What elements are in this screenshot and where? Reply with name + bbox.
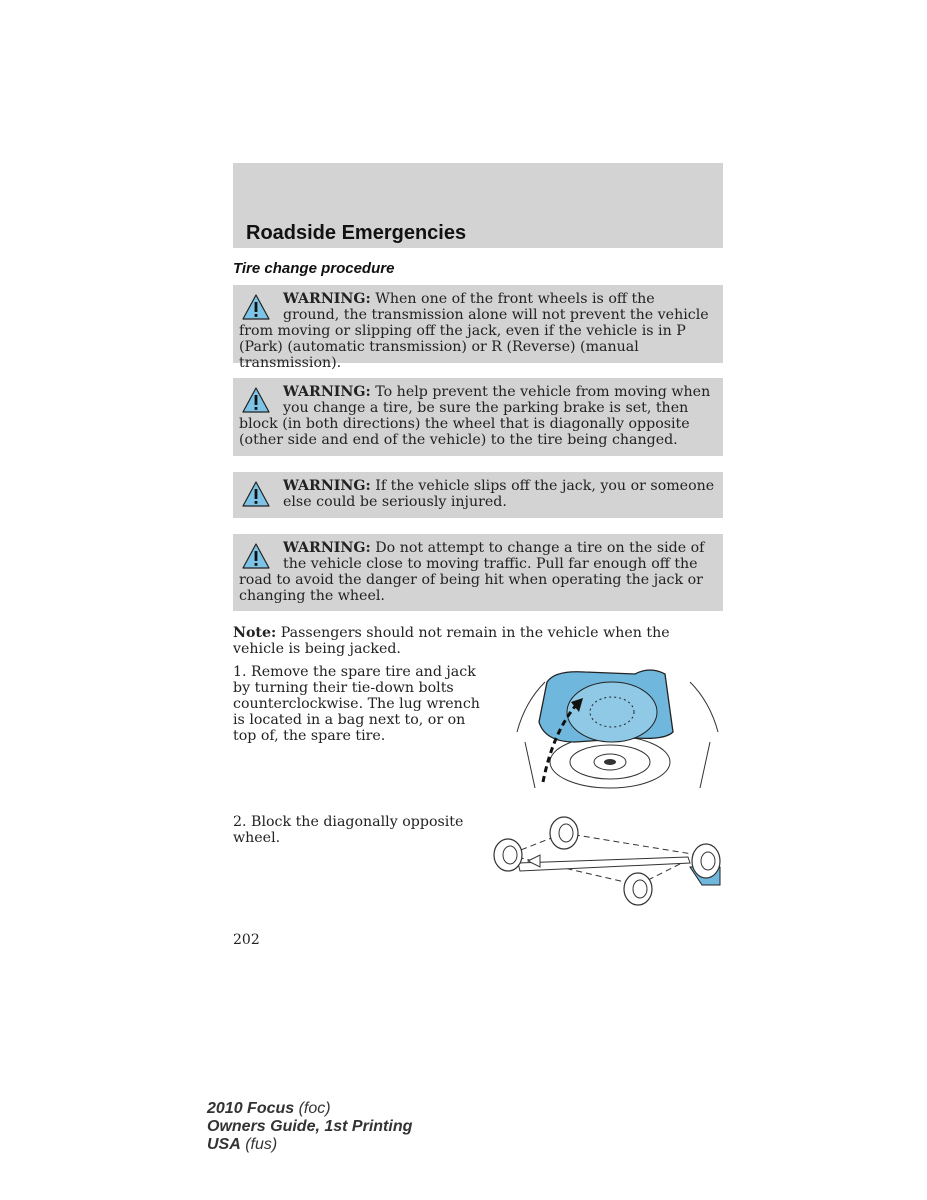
section-title: Roadside Emergencies bbox=[246, 222, 467, 244]
wheel-rear-right bbox=[692, 844, 720, 878]
procedure-title: Tire change procedure bbox=[233, 260, 395, 277]
note-text: Passengers should not remain in the vehicle when the vehicle is being jacked. bbox=[233, 625, 670, 657]
wheel-rear-left bbox=[550, 817, 578, 849]
warning-triangle-icon bbox=[241, 293, 271, 321]
spare-tire-illustration bbox=[515, 662, 720, 790]
footer-model-code: (foc) bbox=[294, 1100, 331, 1117]
warning-text: If the vehicle slips off the jack, you or someone else could be seriously injured. bbox=[283, 478, 715, 510]
warning-label: WARNING: bbox=[283, 384, 371, 400]
footer-market: USA bbox=[207, 1136, 241, 1153]
note-label: Note: bbox=[233, 625, 277, 641]
warning-label: WARNING: bbox=[283, 540, 371, 556]
wheel-front-left bbox=[494, 839, 522, 871]
warning-box bbox=[233, 285, 723, 371]
footer-edition: Owners Guide, 1st Printing bbox=[207, 1118, 413, 1135]
warning-box bbox=[233, 472, 723, 518]
warning-triangle-icon bbox=[241, 386, 271, 414]
note-paragraph bbox=[233, 625, 723, 657]
warning-text: To help prevent the vehicle from moving when you change a tire, be sure the parking brake is set, then block (in both directions) the wheel that is diagonally opposite (other side and end of the vehicle) to the tire being changed. bbox=[239, 384, 711, 448]
footer-market-code: (fus) bbox=[240, 1136, 278, 1153]
warning-text: When one of the front wheels is off the ground, the transmission alone will not prevent the vehicle from moving or slipping off the jack, even if the vehicle is in P (Park) (automatic transmission) or R (Reverse) (manual transmission). bbox=[239, 291, 709, 371]
page-number: 202 bbox=[233, 932, 260, 948]
warning-label: WARNING: bbox=[283, 291, 371, 307]
wheel-block-illustration bbox=[488, 815, 725, 910]
document-footer bbox=[207, 1100, 412, 1154]
warning-triangle-icon bbox=[241, 480, 271, 508]
warning-label: WARNING: bbox=[283, 478, 371, 494]
footer-model: 2010 Focus bbox=[207, 1100, 295, 1117]
step-1-text: 1. Remove the spare tire and jack by turning their tie-down bolts counterclockwise. The lug wrench is located in a bag next to, or on top of, the spare tire. bbox=[233, 664, 480, 744]
warning-box bbox=[233, 378, 723, 456]
warning-text: Do not attempt to change a tire on the side of the vehicle close to moving traffic. Pull far enough off the road to avoid the danger of being hit when operating the jack or changing the wheel. bbox=[239, 540, 705, 604]
warning-box bbox=[233, 534, 723, 611]
step-2-text: 2. Block the diagonally opposite wheel. bbox=[233, 814, 464, 846]
warning-triangle-icon bbox=[241, 542, 271, 570]
wheel-front-right bbox=[624, 873, 652, 905]
